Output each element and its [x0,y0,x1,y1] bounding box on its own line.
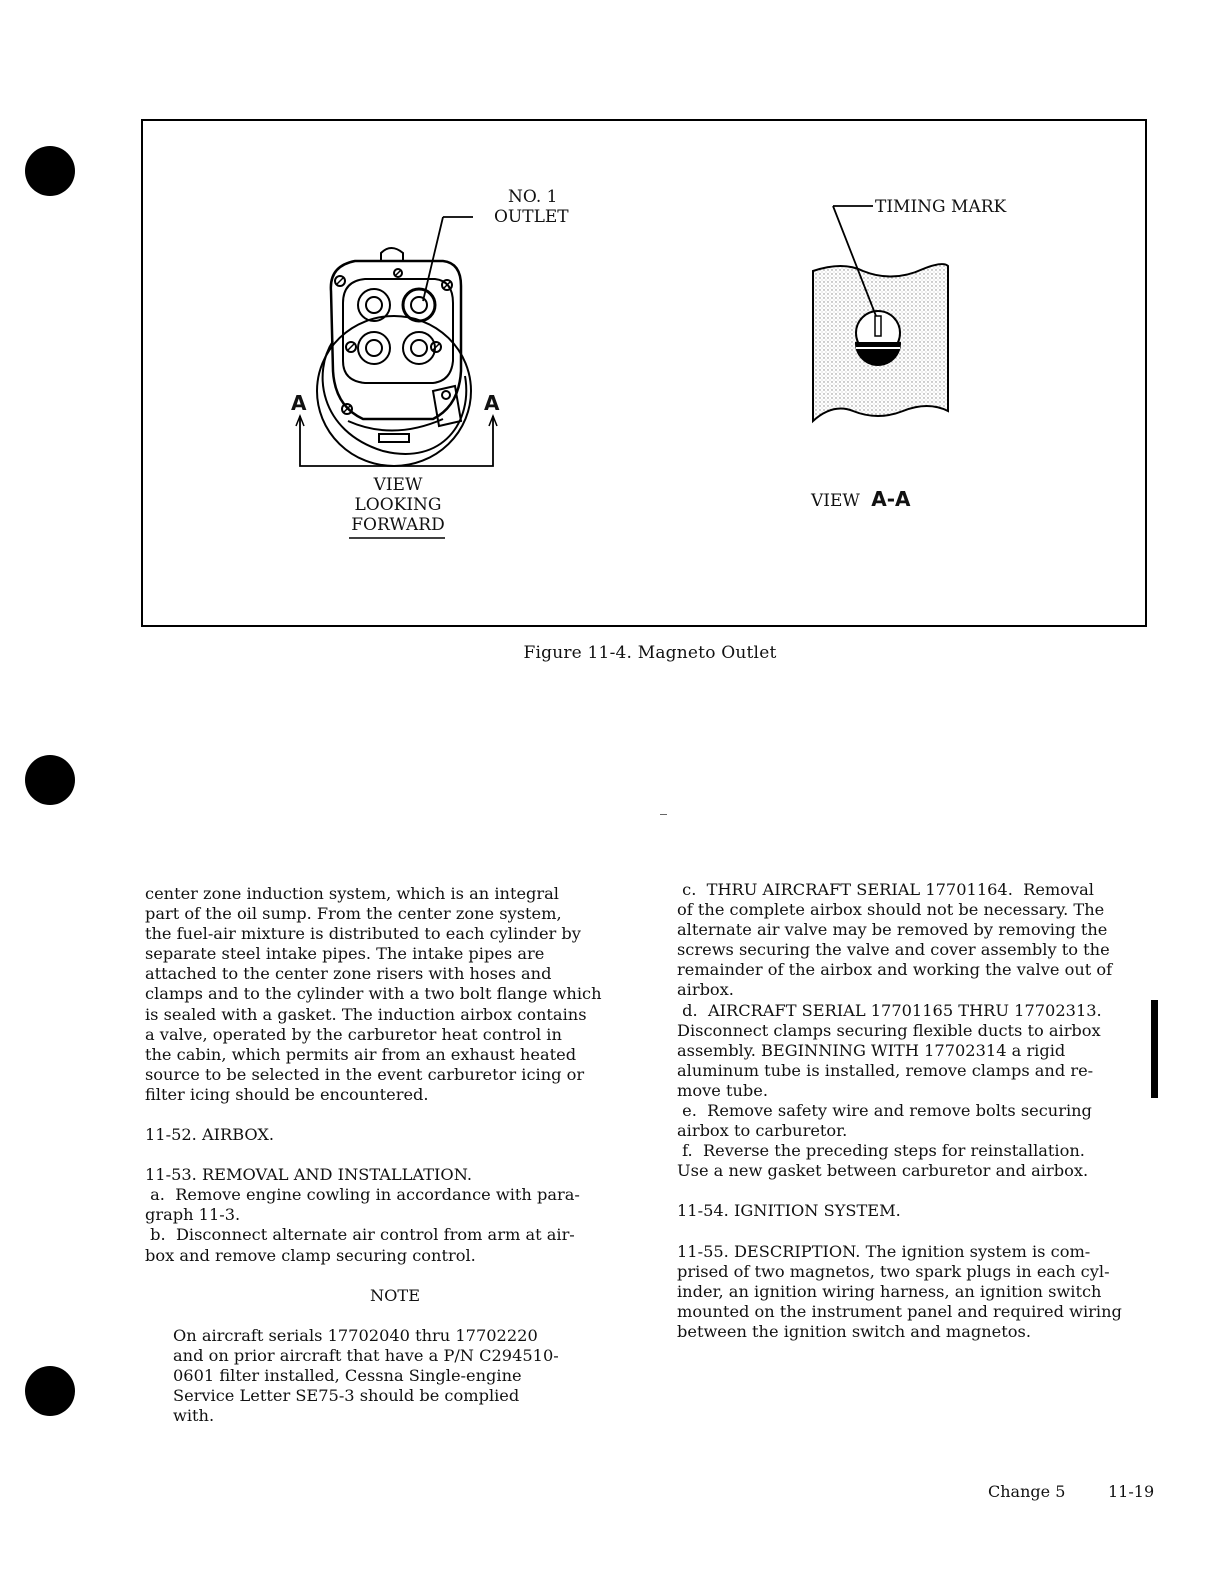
punch-hole-top [25,146,75,196]
heading-11-52: 11-52. AIRBOX. [145,1125,275,1145]
heading-11-53: 11-53. REMOVAL AND INSTALLATION. [145,1165,472,1185]
step-f: f. Reverse the preceding steps for reinstallation. Use a new gasket between carburetor and airbox. [677,1141,1089,1181]
heading-11-54: 11-54. IGNITION SYSTEM. [677,1201,901,1221]
view-aa-label: VIEW A-A [811,487,911,511]
section-letter-right: A [484,391,500,415]
paragraph-11-55: 11-55. DESCRIPTION. The ignition system is com- prised of two magnetos, two spark plugs in each cyl- inder, an ignition wiring harness, an ignition switch mounted on the instrument panel and required wiring between the ignition switch and magnetos. [677,1241,1122,1341]
note-title: NOTE [369,1285,421,1305]
footer-change-number: Change 5 [988,1482,1066,1501]
figure-caption: Figure 11-4. Magneto Outlet [523,643,777,663]
punch-hole-bottom [25,1366,75,1416]
note-body: On aircraft serials 17702040 thru 17702220 and on prior aircraft that have a P/N C294510- 0601 filter installed, Cessna Single-engine Service Letter SE75-3 should be complied with. [173,1325,559,1426]
revision-change-bar [1151,1000,1158,1098]
right-column [677,880,1157,1342]
step-d: d. AIRCRAFT SERIAL 17701165 THRU 17702313. Disconnect clamps securing flexible ducts to airbox assembly. BEGINNING WITH 17702314 a rigid aluminum tube is installed, remove clamps and re- move tube. [677,1000,1102,1100]
left-column [145,884,645,1426]
timing-mark-label: TIMING MARK [875,197,1007,217]
punch-hole-middle [25,755,75,805]
intro-paragraph: center zone induction system, which is an integral part of the oil sump. From the center zone system, the fuel-air mixture is distributed to each cylinder by separate steel intake pipes. The intake pipes are attached to the center zone risers with hoses and clamps and to the cylinder with a two bolt flange which is sealed with a gasket. The induction airbox contains a valve, operated by the carburetor heat control in the cabin, which permits air from an exhaust heated source to be selected in the event carburetor icing or filter icing should be encountered. [145,884,602,1104]
footer-page-number: 11-19 [1108,1482,1155,1501]
step-c: c. THRU AIRCRAFT SERIAL 17701164. Removal of the complete airbox should not be necessary. The alternate air valve may be removed by removing the screws securing the valve and cover assembly to the remainder of the airbox and working the valve out of airbox. [677,880,1113,1000]
figure-frame [141,119,1147,627]
section-letter-left: A [291,391,307,415]
stray-mark [660,814,667,815]
step-b: b. Disconnect alternate air control from arm at air- box and remove clamp securing control. [145,1225,575,1265]
view-looking-forward-label: VIEW LOOKING FORWARD [351,475,445,535]
step-a: a. Remove engine cowling in accordance with para- graph 11-3. [145,1185,580,1225]
outlet-label: NO. 1 OUTLET [494,187,569,227]
timing-mark-view-aa [813,206,948,421]
step-e: e. Remove safety wire and remove bolts securing airbox to carburetor. [677,1101,1092,1141]
